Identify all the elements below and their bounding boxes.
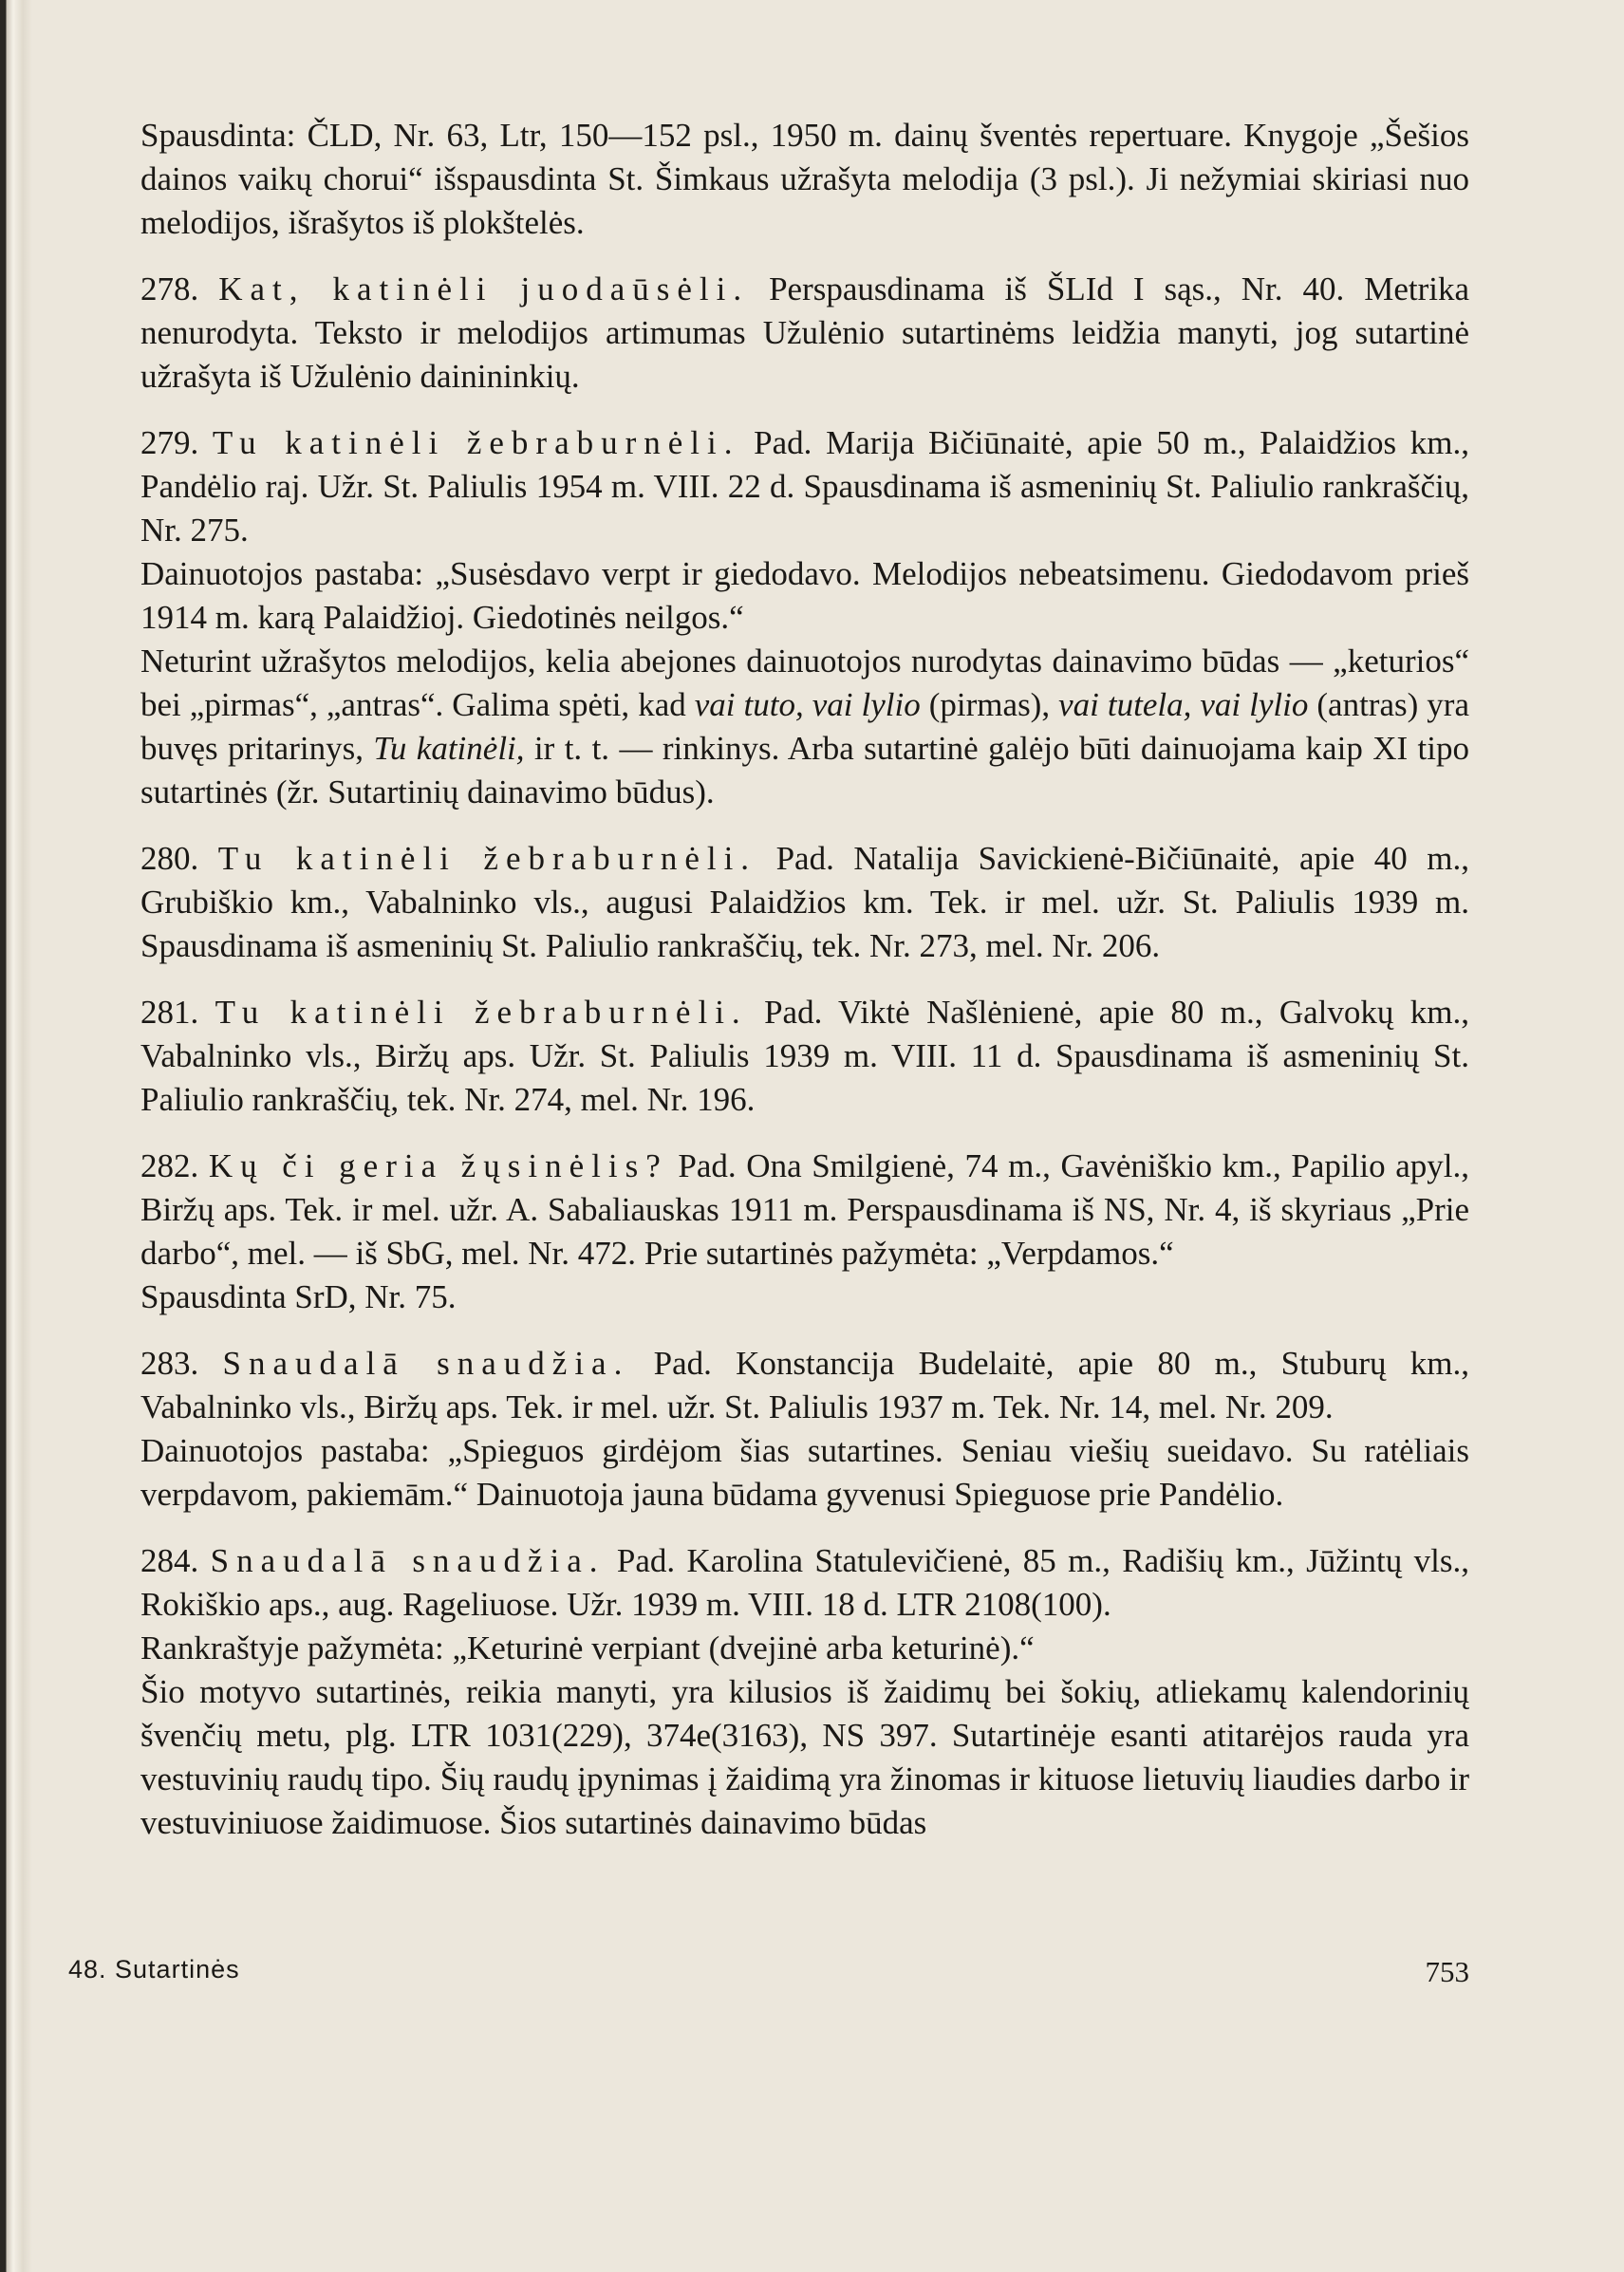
entry-281: [140, 991, 1469, 1122]
entry-text: Pad. Viktė Našlėnienė, apie 80 m., Galvokų km., Vabalninko vls., Biržų aps. Užr. St. Paliulis 1939 m. VIII. 11 d. Spausdinama iš asmeninių St. Paliulio rankraščių, tek. Nr. 274, mel. Nr. 196.: [140, 994, 1470, 1118]
footer-signature: 48. Sutartinės: [68, 1955, 240, 1983]
entry-number: 281.: [140, 994, 199, 1031]
entry-title: Kų či geria žųsinėlis?: [208, 1147, 668, 1184]
entry-number: 283.: [140, 1345, 199, 1382]
entry-number: 280.: [140, 840, 199, 877]
entry-text: Pad. Marija Bičiūnaitė, apie 50 m., Palaidžios km., Pandėlio raj. Užr. St. Paliulis 1954 m. VIII. 22 d. Spausdinama iš asmeninių St. Paliulio rankraščių, Nr. 275.: [140, 424, 1470, 549]
entry-text: Pad. Natalija Savickienė-Bičiūnaitė, apie 40 m., Grubiškio km., Vabalninko vls., augusi Palaidžios km. Tek. ir mel. užr. St. Paliulis 1939 m. Spausdinama iš asmeninių St. Paliulio rankraščių, tek. Nr. 273, mel. Nr. 206.: [140, 840, 1469, 964]
commentary-italic: vai tuto, vai lylio: [694, 686, 921, 723]
page-number: 753: [1425, 1955, 1469, 1988]
entry-282: [140, 1145, 1469, 1276]
entry-title: Snaudalā snaudžia.: [210, 1542, 606, 1579]
entry-title: Tu katinėli žebraburnėli.: [215, 994, 748, 1031]
entry-text: Pad. Karolina Statulevičienė, 85 m., Radišių km., Jūžintų vls., Rokiškio aps., aug. Rageliuose. Užr. 1939 m. VIII. 18 d. LTR 2108(100).: [140, 1542, 1470, 1623]
commentary-italic: Tu katinėli,: [373, 730, 525, 767]
book-spine-shadow: [0, 0, 32, 2272]
entry-283: [140, 1342, 1469, 1429]
commentary-text: ir t. t. — rinkinys. Arba sutartinė galėjo būti dainuojama kaip XI tipo sutartinės (žr. Sutartinių dainavimo būdus).: [140, 730, 1470, 810]
page-text: [140, 114, 1469, 1845]
paragraph-printed-282: Spausdinta SrD, Nr. 75.: [140, 1278, 457, 1315]
entry-text: Perspausdinama iš ŠLId I sąs., Nr. 40. Metrika nenurodyta. Teksto ir melodijos artimumas Užulėnio sutartinėms leidžia manyti, jog sutartinė užrašyta iš Užulėnio dainininkių.: [140, 270, 1470, 395]
entry-284: [140, 1539, 1469, 1627]
entry-number: 282.: [140, 1147, 199, 1184]
paragraph-commentary-284: Šio motyvo sutartinės, reikia manyti, yra kilusios iš žaidimų bei šokių, atliekamų kalendorinių švenčių metu, plg. LTR 1031(229), 374e(3163), NS 397. Sutartinėje esanti atitarėjos rauda yra vestuvinių raudų tipo. Šių raudų įpynimas į žaidimą yra žinomas ir kituose lietuvių liaudies darbo ir vestuviniuose žaidimuose. Šios sutartinės dainavimo būdas: [140, 1673, 1469, 1841]
entry-title: Snaudalā snaudžia.: [222, 1345, 630, 1382]
entry-title: Tu katinėli žebraburnėli.: [212, 424, 740, 461]
commentary-text: (pirmas),: [920, 686, 1059, 723]
commentary-text: Neturint užrašytos melodijos, kelia abejones dainuotojos nurodytas dainavimo būdas — „keturios“ bei „pirmas“, „antras“. Galima spėti, kad: [140, 642, 1469, 723]
entry-278: [140, 268, 1469, 399]
entry-279: [140, 421, 1469, 552]
paragraph-singer-note-279: Dainuotojos pastaba: „Susėsdavo verpt ir giedodavo. Melodijos nebeatsimenu. Giedodavom prieš 1914 m. karą Palaidžioj. Giedotinės neilgos.“: [140, 555, 1469, 636]
paragraph-manuscript-note-284: Rankraštyje pažymėta: „Keturinė verpiant (dvejinė arba keturinė).“: [140, 1630, 1035, 1667]
entry-title: Kat, katinėli juodaūsėli.: [218, 270, 750, 307]
commentary-italic: vai tutela, vai lylio: [1058, 686, 1309, 723]
paragraph-commentary-279: [140, 640, 1469, 814]
paragraph-singer-note-283: Dainuotojos pastaba: „Spieguos girdėjom šias sutartines. Seniau viešių sueidavo. Su ratėliais verpdavom, pakiemām.“ Dainuotoja jauna būdama gyvenusi Spieguose prie Pandėlio.: [140, 1432, 1469, 1513]
entry-number: 278.: [140, 270, 199, 307]
entry-text: Pad. Ona Smilgienė, 74 m., Gavėniškio km., Papilio apyl., Biržų aps. Tek. ir mel. užr. A. Sabaliauskas 1911 m. Perspausdinama iš NS, Nr. 4, iš skyriaus „Prie darbo“, mel. — iš SbG, mel. Nr. 472. Prie sutartinės pažymėta: „Verpdamos.“: [140, 1147, 1469, 1272]
commentary-text: (antras) yra buvęs pritarinys,: [140, 686, 1469, 767]
entry-number: 284.: [140, 1542, 199, 1579]
entry-text: Pad. Konstancija Budelaitė, apie 80 m., Stuburų km., Vabalninko vls., Biržų aps. Tek. ir mel. užr. St. Paliulis 1937 m. Tek. Nr. 14, mel. Nr. 209.: [140, 1345, 1470, 1425]
entry-title: Tu katinėli žebraburnėli.: [217, 840, 757, 877]
entry-280: [140, 837, 1469, 968]
paragraph-1: Spausdinta: ČLD, Nr. 63, Ltr, 150—152 psl., 1950 m. dainų šventės repertuare. Knygoje „Šešios dainos vaikų chorui“ išspausdinta St. Šimkaus užrašyta melodija (3 psl.). Ji nežymiai skiriasi nuo melodijos, išrašytos iš plokštelės.: [140, 117, 1469, 241]
entry-number: 279.: [140, 424, 199, 461]
